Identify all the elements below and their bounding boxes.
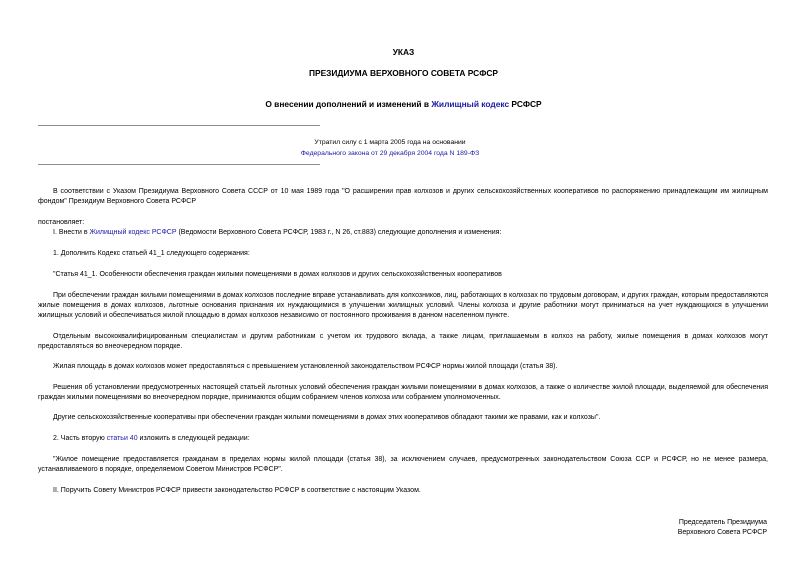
article-40-text: "Жилое помещение предоставляется гражданам в пределах нормы жилой площади (статья 38), за исключением случаев, предусмотренных законодательством Союза ССР и РСФСР, но не менее размера, устанавливаемого в порядке, определяемом Советом Министров РСФСР". [38,456,768,473]
subtitle-text-pre: О внесении дополнений и изменений в [265,99,432,109]
item-1 [38,228,768,238]
signature-line-2: Верховного Совета РСФСР [677,529,767,536]
issuer-title: ПРЕЗИДИУМА ВЕРХОВНОГО СОВЕТА РСФСР [308,68,499,78]
bottom-divider [38,164,320,165]
article-paragraph-4: Решения об установлении предусмотренных настоящей статьей льготных условий обеспечения граждан жилыми помещениями в домах колхозов, а также о количестве жилой площади, выделяемой для обеспечения граждан жилыми помещениями во внеочередном порядке, принимаются общим собранием членов колхоза или собранием уполномоченных. [38,384,768,401]
preamble-paragraph: В соответствии с Указом Президиума Верховного Совета СССР от 10 мая 1989 года "О расширении прав колхозов и других сельскохозяйственных кооперативов по распоряжению принадлежащим им жилищным фондом" Президиум Верховного Совета РСФСР [38,188,768,205]
subitem-2-post: изложить в следующей редакции: [137,435,250,442]
item-1-pre: I. Внести в [53,229,90,236]
decree-title: УКАЗ [392,47,415,57]
article-paragraph-2: Отдельным высококвалифицированным специалистам и другим работникам с учетом их трудового вклада, а также лицам, приглашаемым в колхоз на работу, жилые помещения в домах колхозов могут предоставляться во внеочередном порядке. [38,333,768,350]
decree-word: постановляет: [38,219,85,226]
housing-code-rsfsr-link[interactable]: Жилищный кодекс РСФСР [89,229,177,236]
signature-line-1: Председатель Президиума [678,519,767,526]
article-title: "Статья 41_1. Особенности обеспечения граждан жилыми помещениями в домах колхозов и других сельскохозяйственных кооперативов [53,271,502,278]
article-40-link[interactable]: статьи 40 [106,435,138,442]
article-paragraph-3: Жилая площадь в домах колхозов может предоставляться с превышением установленной законодательством РСФСР нормы жилой площади (статья 38). [53,363,558,370]
article-paragraph-5: Другие сельскохозяйственные кооперативы при обеспечении граждан жилыми помещениями в домах этих кооперативов обладают такими же правами, как и колхозы". [53,414,601,421]
item-1-post: (Ведомости Верховного Совета РСФСР, 1983 г., N 26, ст.883) следующие дополнения и изменения: [176,229,502,236]
item-2: II. Поручить Совету Министров РСФСР привести законодательство РСФСР в соответствие с настоящим Указом. [53,487,421,494]
subitem-2 [38,434,768,444]
subtitle-text-post: РСФСР [509,99,542,109]
federal-law-link[interactable]: Федерального закона от 29 декабря 2004 года N 189-ФЗ [300,150,480,157]
article-paragraph-1: При обеспечении граждан жилыми помещениями в домах колхозов последние вправе устанавливать для колхозников, лиц, работающих в колхозах по трудовым договорам, и других граждан, которым предоставляются жилые помещения в домах колхозов, льготные основания признания их нуждающимися в улучшении жилищных условий. Члены колхоза и другие работники могут приниматься на учет нуждающихся в улучшении жилищных условий и обеспечиваться жилой площадью в домах колхозов независимо от постоянного проживания в данном населенном пункте. [38,292,768,319]
repeal-note: Утратил силу с 1 марта 2005 года на основании [314,139,466,146]
subitem-1: 1. Дополнить Кодекс статьей 41_1 следующего содержания: [53,250,250,257]
housing-code-link[interactable]: Жилищный кодекс [431,99,510,109]
top-divider [38,125,320,126]
document-subtitle [0,99,807,109]
subitem-2-pre: 2. Часть вторую [53,435,107,442]
